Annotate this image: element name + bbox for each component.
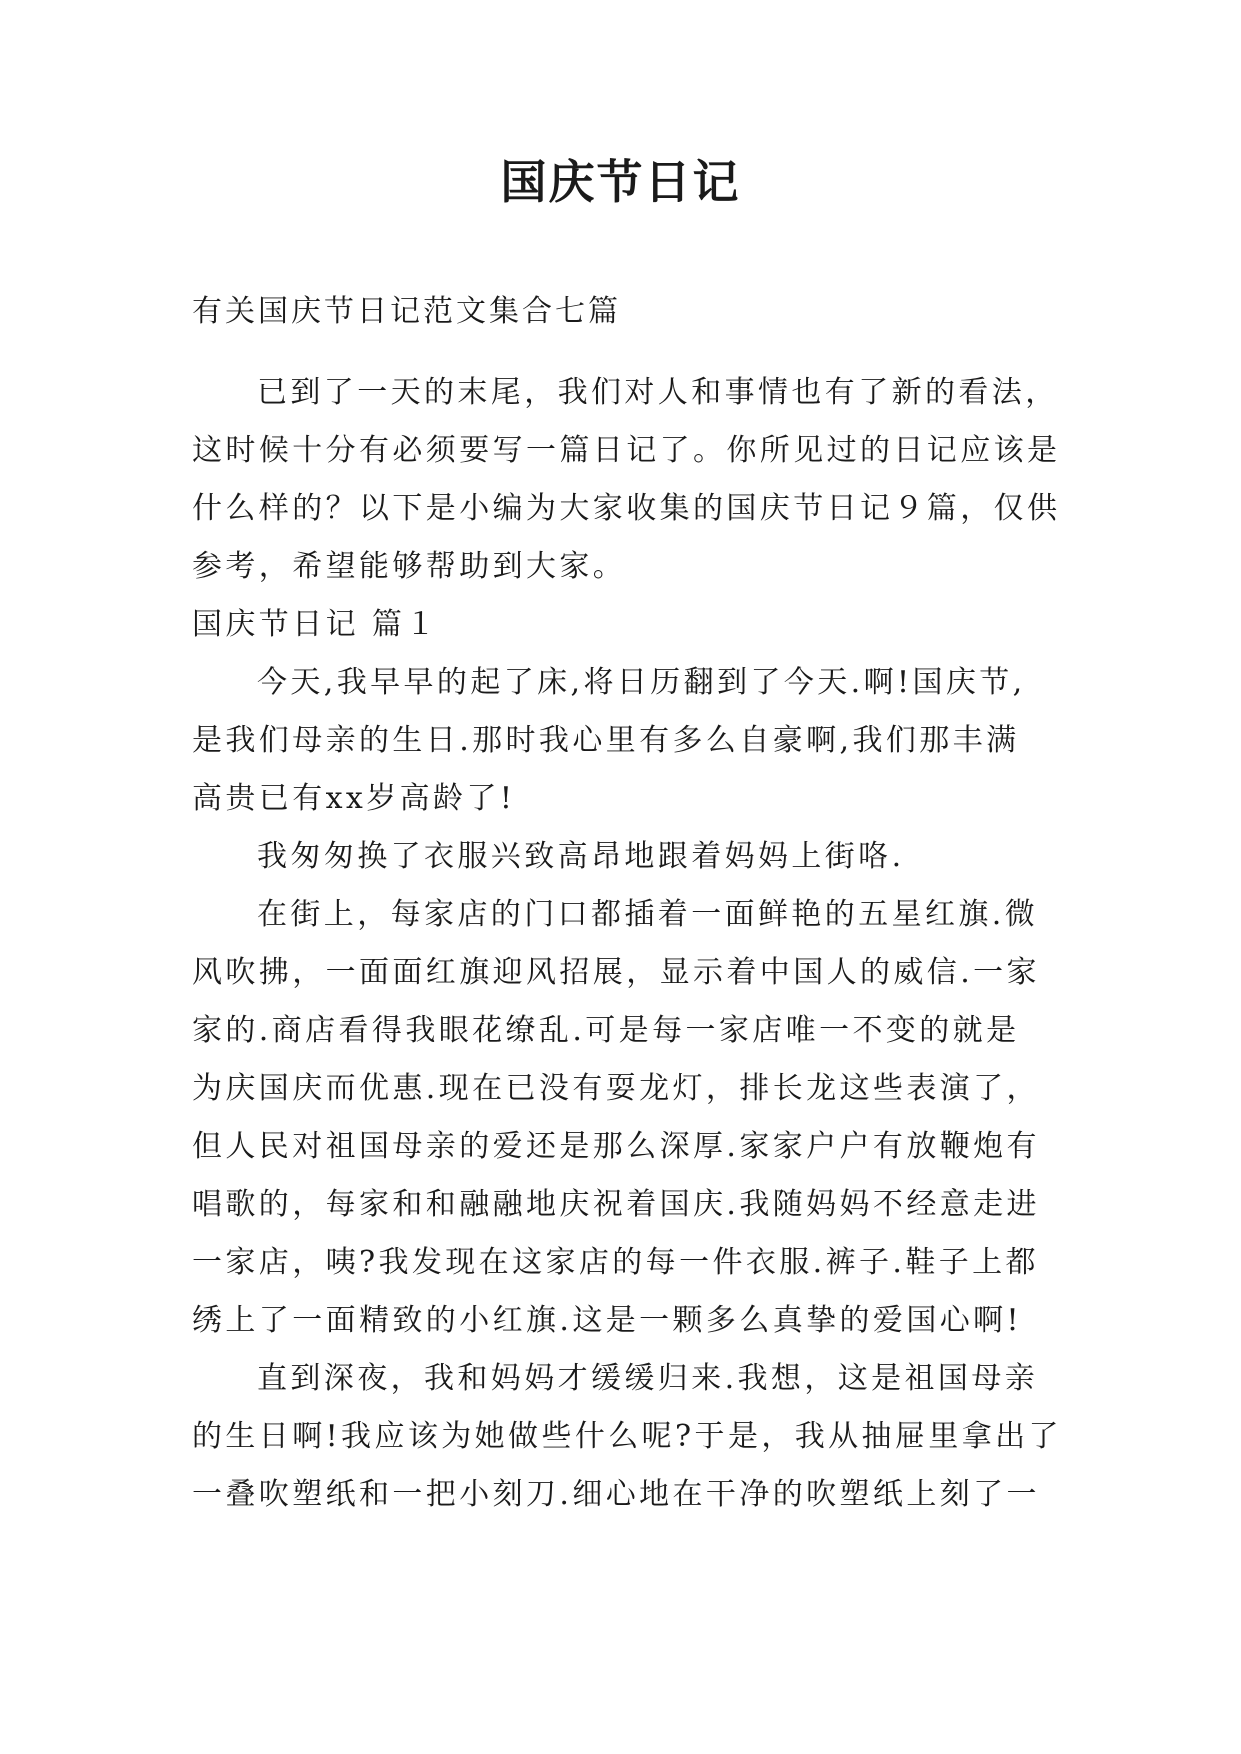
paragraph-line: 参考，希望能够帮助到大家。 [192, 549, 627, 584]
paragraph-line: 家的.商店看得我眼花缭乱.可是每一家店唯一不变的就是 [192, 1013, 1020, 1048]
paragraph-line: 今天,我早早的起了床,将日历翻到了今天.啊!国庆节, [257, 665, 1026, 700]
paragraph-line: 一叠吹塑纸和一把小刻刀.细心地在干净的吹塑纸上刻了一 [192, 1477, 1040, 1512]
paragraph-line: 唱歌的，每家和和融融地庆祝着国庆.我随妈妈不经意走进 [192, 1187, 1040, 1222]
paragraph-line: 一家店，咦?我发现在这家店的每一件衣服.裤子.鞋子上都 [192, 1245, 1039, 1280]
paragraph-line: 在街上，每家店的门口都插着一面鲜艳的五星红旗.微 [257, 897, 1039, 932]
paragraph-line: 是我们母亲的生日.那时我心里有多么自豪啊,我们那丰满 [192, 723, 1020, 758]
document-title: 国庆节日记 [500, 155, 741, 209]
paragraph-line: 高贵已有xx岁高龄了! [192, 781, 516, 816]
document-subtitle: 有关国庆节日记范文集合七篇 [192, 294, 621, 329]
section-heading: 国庆节日记 篇１ [192, 607, 439, 642]
paragraph-line: 直到深夜，我和妈妈才缓缓归来.我想，这是祖国母亲 [257, 1361, 1039, 1396]
paragraph-line: 风吹拂，一面面红旗迎风招展，显示着中国人的威信.一家 [192, 955, 1040, 990]
paragraph-line: 为庆国庆而优惠.现在已没有耍龙灯，排长龙这些表演了， [192, 1071, 1040, 1106]
paragraph-line: 这时候十分有必须要写一篇日记了。你所见过的日记应该是 [192, 433, 1061, 468]
paragraph-line: 我匆匆换了衣服兴致高昂地跟着妈妈上街咯. [257, 839, 905, 874]
paragraph-line: 的生日啊!我应该为她做些什么呢?于是，我从抽屉里拿出了 [192, 1419, 1062, 1454]
paragraph-line: 什么样的？以下是小编为大家收集的国庆节日记９篇，仅供 [192, 491, 1061, 526]
intro-paragraph [192, 364, 1062, 1524]
paragraph-line: 已到了一天的末尾，我们对人和事情也有了新的看法， [257, 375, 1059, 410]
paragraph-line: 但人民对祖国母亲的爱还是那么深厚.家家户户有放鞭炮有 [192, 1129, 1040, 1164]
paragraph-line: 绣上了一面精致的小红旗.这是一颗多么真挚的爱国心啊! [192, 1303, 1022, 1338]
